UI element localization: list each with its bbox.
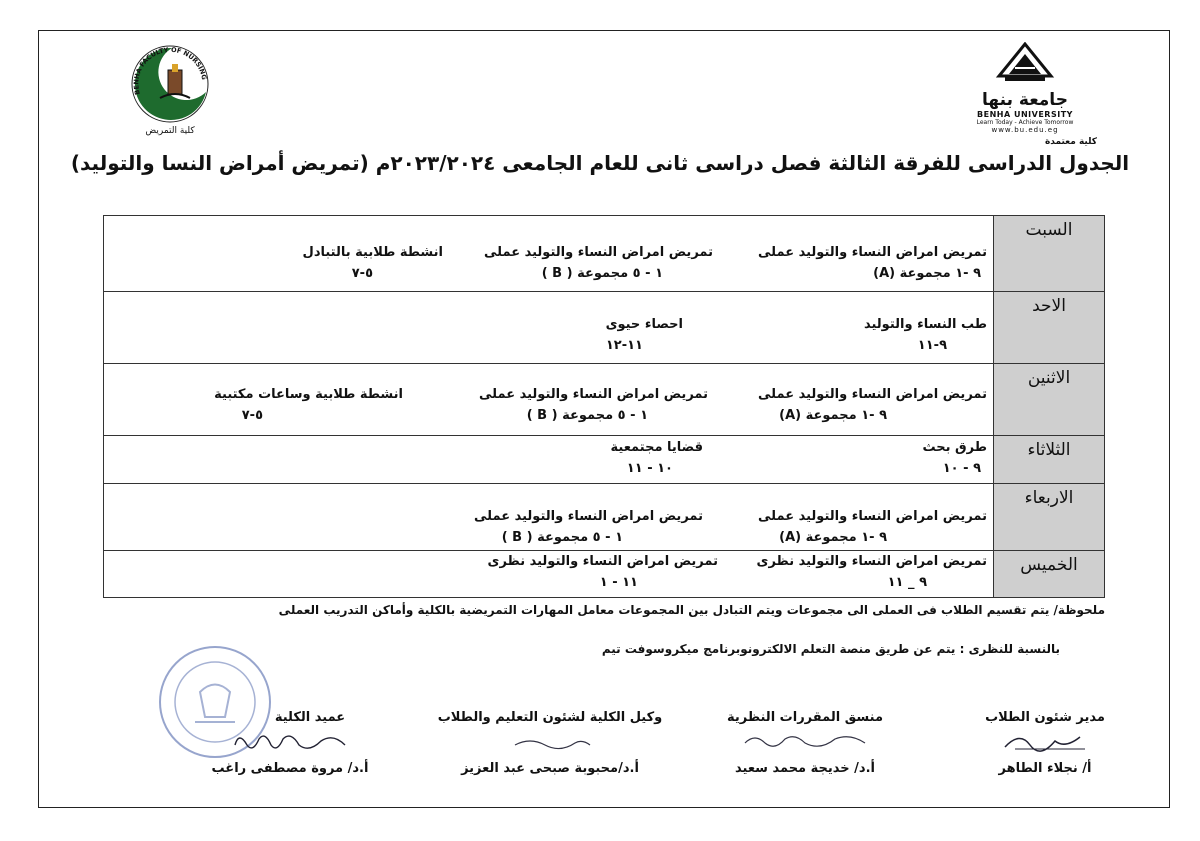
slot-time: ١ - ٥ مجموعة ( B ) — [501, 530, 623, 545]
signature-name: أ.د/ مروة مصطفى راغب — [211, 761, 369, 776]
slot-time: ٥-٧ — [241, 408, 263, 423]
slot-time: ١٠ - ١١ — [626, 461, 673, 476]
slot — [611, 437, 703, 479]
university-emblem-icon — [995, 42, 1055, 84]
slot-time: ١ - ٥ مجموعة ( B ) — [526, 408, 648, 423]
slot-course: تمريض امراض النساء والتوليد عملى — [474, 509, 703, 524]
signature-role: مدير شئون الطلاب — [985, 710, 1105, 725]
slot — [758, 242, 987, 284]
signature-role: منسق المقررات النظرية — [726, 710, 883, 725]
table-row — [104, 551, 1105, 598]
faculty-nursing-logo — [120, 40, 220, 136]
university-motto: Learn Today - Achieve Tomorrow — [976, 119, 1074, 126]
slot-course: تمريض امراض النساء والتوليد نظرى — [756, 554, 987, 569]
university-name-en: BENHA UNIVERSITY — [977, 110, 1073, 119]
slot-time: ١١-١٢ — [605, 338, 643, 353]
slot-time: ٩ -١ مجموعة (A) — [779, 408, 887, 423]
signature-student-affairs — [935, 710, 1155, 776]
signature-role: عميد الكلية — [274, 710, 346, 725]
slot — [214, 384, 403, 426]
day-thursday: الخميس — [994, 551, 1105, 598]
day-wednesday: الاربعاء — [994, 484, 1105, 551]
table-row — [104, 216, 1105, 292]
day-tuesday: الثلاثاء — [994, 436, 1105, 484]
slot-course: احصاء حيوى — [605, 317, 683, 332]
signature-vice-dean — [420, 710, 680, 776]
nursing-emblem-icon — [122, 40, 218, 124]
signature-role: وكيل الكلية لشئون التعليم والطلاب — [437, 710, 663, 725]
signature-name: أ/ نجلاء الطاهر — [998, 761, 1092, 776]
signature-scribble-icon — [995, 729, 1095, 755]
slot-time: ٩ _ ١١ — [887, 575, 927, 590]
schedule-cell — [104, 364, 994, 436]
slot-course: تمريض امراض النساء والتوليد عملى — [484, 245, 713, 260]
slot-course: تمريض امراض النساء والتوليد عملى — [479, 387, 708, 402]
slot-course: انشطة طلابية وساعات مكتبية — [214, 387, 403, 402]
slot-time: ١١ - ١ — [599, 575, 638, 590]
slot-time: ٥-٧ — [351, 266, 373, 281]
note-theoretical: بالنسبة للنظرى : يتم عن طريق منصة التعلم الالكترونوبرنامج ميكروسوفت تيم — [601, 642, 1060, 656]
slot-course: تمريض امراض النساء والتوليد عملى — [758, 509, 987, 524]
slot-course: قضايا مجتمعية — [610, 440, 703, 455]
slot — [606, 314, 683, 356]
slot — [757, 551, 987, 593]
slot-time: ٩-١١ — [917, 338, 947, 353]
schedule-cell — [104, 551, 994, 598]
signature-scribble-icon — [225, 729, 355, 755]
slot-course: طرق بحث — [922, 440, 987, 455]
signature-scribble-icon — [500, 729, 600, 755]
slot — [474, 506, 703, 548]
slot-course: تمريض امراض النساء والتوليد نظرى — [487, 554, 718, 569]
schedule-cell — [104, 484, 994, 551]
signature-scribble-icon — [735, 729, 875, 755]
slot-course: انشطة طلابية بالتبادل — [302, 245, 443, 260]
slot-course: تمريض امراض النساء والتوليد عملى — [758, 245, 987, 260]
signature-dean — [180, 710, 400, 776]
table-row — [104, 364, 1105, 436]
signature-coordinator — [695, 710, 915, 776]
benha-university-logo — [965, 42, 1097, 147]
university-name-ar: جامعة بنها — [982, 90, 1068, 110]
schedule-table — [103, 215, 1105, 598]
slot — [488, 551, 718, 593]
schedule-cell — [104, 436, 994, 484]
schedule-cell — [104, 292, 994, 364]
slot-time: ٩ -١ مجموعة (A) — [779, 530, 887, 545]
slot — [303, 242, 443, 284]
slot — [758, 384, 987, 426]
university-website: www.bu.edu.eg — [991, 126, 1059, 134]
page-title: الجدول الدراسى للفرقة الثالثة فصل دراسى ثانى للعام الجامعى ٢٠٢٣/٢٠٢٤م (تمريض أمراض النسا والتوليد) — [70, 151, 1130, 175]
day-saturday: السبت — [994, 216, 1105, 292]
slot — [758, 506, 987, 548]
slot-course: تمريض امراض النساء والتوليد عملى — [758, 387, 987, 402]
note-practical: ملحوظة/ يتم تقسيم الطلاب فى العملى الى مجموعات ويتم التبادل بين المجموعات معامل المهارات التمريضية بالكلية وأماكن التدريب العملى — [278, 603, 1105, 617]
slot — [864, 314, 987, 356]
schedule-cell — [104, 216, 994, 292]
slot-time: ٩ -١ مجموعة (A) — [873, 266, 981, 281]
slot — [923, 437, 988, 479]
signature-name: أ.د/ خديجة محمد سعيد — [735, 761, 875, 776]
signature-name: أ.د/محبوبة صبحى عبد العزيز — [461, 761, 639, 776]
faculty-logo-text: BENHA FACULTY OF NURSING — [132, 45, 209, 96]
slot-course: طب النساء والتوليد — [863, 317, 987, 332]
day-sunday: الاحد — [994, 292, 1105, 364]
table-row — [104, 436, 1105, 484]
day-monday: الاثنين — [994, 364, 1105, 436]
table-row — [104, 484, 1105, 551]
slot-time: ٩ - ١٠ — [942, 461, 981, 476]
slot — [479, 384, 708, 426]
slot-time: ١ - ٥ مجموعة ( B ) — [541, 266, 663, 281]
accredited-label: كلية معتمدة — [1044, 137, 1097, 147]
slot — [484, 242, 713, 284]
table-row — [104, 292, 1105, 364]
faculty-caption: كلية التمريض — [145, 126, 195, 136]
